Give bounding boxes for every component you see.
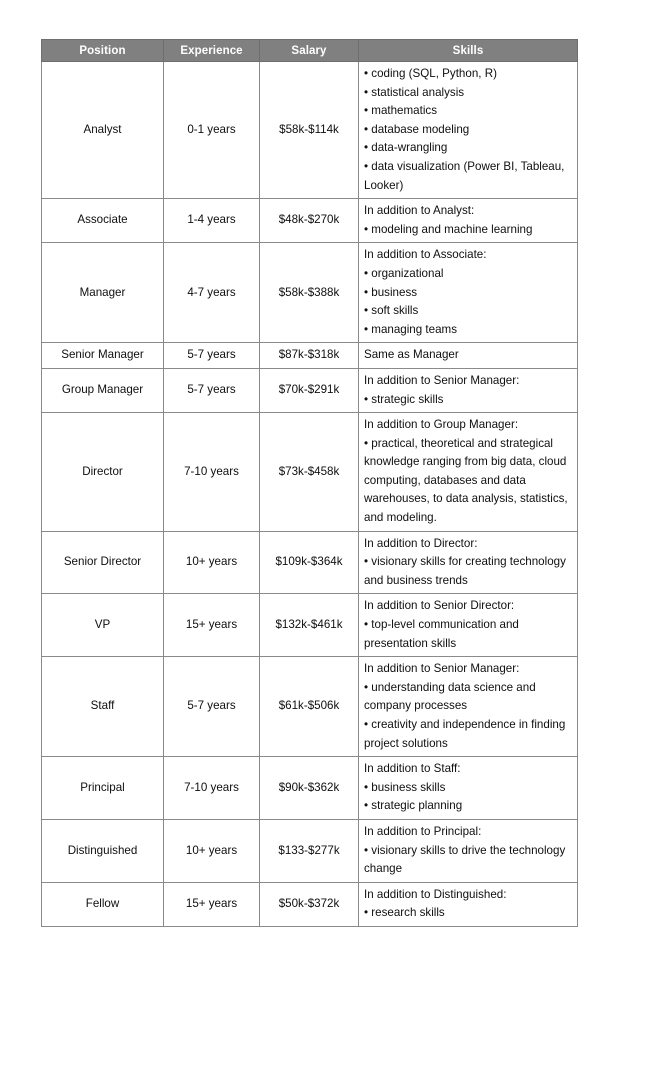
cell-salary: $61k-$506k bbox=[260, 657, 359, 757]
skill-line: • visionary skills to drive the technology change bbox=[364, 843, 566, 876]
cell-salary: $50k-$372k bbox=[260, 882, 359, 926]
cell-skills bbox=[359, 243, 578, 343]
table-row bbox=[42, 243, 578, 343]
cell-salary: $73k-$458k bbox=[260, 413, 359, 532]
table-header-row bbox=[42, 40, 578, 62]
cell-position: Senior Manager bbox=[42, 343, 164, 369]
cell-salary: $70k-$291k bbox=[260, 368, 359, 412]
cell-salary: $132k-$461k bbox=[260, 594, 359, 657]
cell-position: Director bbox=[42, 413, 164, 532]
skill-line: In addition to Director: bbox=[364, 536, 478, 550]
table-row bbox=[42, 368, 578, 412]
cell-salary: $58k-$114k bbox=[260, 62, 359, 199]
cell-position: Principal bbox=[42, 757, 164, 820]
cell-experience: 5-7 years bbox=[164, 657, 260, 757]
skill-line: • managing teams bbox=[364, 322, 457, 336]
skill-line: • visionary skills for creating technology and business trends bbox=[364, 555, 566, 587]
cell-position: Associate bbox=[42, 199, 164, 243]
skill-line: • mathematics bbox=[364, 104, 437, 118]
skill-line: In addition to Distinguished: bbox=[364, 887, 507, 901]
column-header-position: Position bbox=[42, 40, 164, 62]
cell-experience: 5-7 years bbox=[164, 343, 260, 369]
cell-position: Fellow bbox=[42, 882, 164, 926]
table-row bbox=[42, 757, 578, 820]
cell-salary: $58k-$388k bbox=[260, 243, 359, 343]
skill-line: In addition to Analyst: bbox=[364, 204, 475, 218]
skill-line: • strategic planning bbox=[364, 799, 463, 813]
cell-skills bbox=[359, 882, 578, 926]
skill-line: In addition to Group Manager: bbox=[364, 418, 519, 432]
skill-line: Same as Manager bbox=[364, 348, 459, 362]
table-row bbox=[42, 657, 578, 757]
skill-line: • statistical analysis bbox=[364, 85, 465, 99]
cell-experience: 7-10 years bbox=[164, 757, 260, 820]
cell-skills bbox=[359, 343, 578, 369]
cell-experience: 0-1 years bbox=[164, 62, 260, 199]
cell-skills bbox=[359, 199, 578, 243]
cell-salary: $109k-$364k bbox=[260, 531, 359, 594]
cell-skills bbox=[359, 594, 578, 657]
cell-experience: 15+ years bbox=[164, 594, 260, 657]
table-row bbox=[42, 882, 578, 926]
skill-line: • creativity and independence in finding project solutions bbox=[364, 718, 566, 750]
cell-experience: 5-7 years bbox=[164, 368, 260, 412]
skill-line: • practical, theoretical and strategical knowledge ranging from big data, cloud computing, databases and data warehouses, to data analysis, statistics, and modeling. bbox=[364, 436, 568, 525]
cell-experience: 7-10 years bbox=[164, 413, 260, 532]
skill-line: In addition to Staff: bbox=[364, 762, 461, 776]
skill-line: • soft skills bbox=[364, 304, 419, 318]
skill-line: In addition to Senior Director: bbox=[364, 599, 515, 613]
skill-line: In addition to Senior Manager: bbox=[364, 373, 520, 387]
cell-position: Analyst bbox=[42, 62, 164, 199]
column-header-skills: Skills bbox=[359, 40, 578, 62]
cell-salary: $133-$277k bbox=[260, 819, 359, 882]
table-header bbox=[42, 40, 578, 62]
cell-position: VP bbox=[42, 594, 164, 657]
cell-skills bbox=[359, 368, 578, 412]
cell-position: Senior Director bbox=[42, 531, 164, 594]
skill-line: • organizational bbox=[364, 266, 444, 280]
cell-experience: 1-4 years bbox=[164, 199, 260, 243]
skill-line: • business bbox=[364, 285, 418, 299]
cell-position: Staff bbox=[42, 657, 164, 757]
table-row bbox=[42, 62, 578, 199]
skill-line: In addition to Associate: bbox=[364, 248, 487, 262]
cell-salary: $90k-$362k bbox=[260, 757, 359, 820]
cell-experience: 10+ years bbox=[164, 531, 260, 594]
skill-line: • business skills bbox=[364, 780, 446, 794]
table-body bbox=[42, 62, 578, 927]
career-ladder-table-wrapper bbox=[41, 39, 577, 927]
table-row bbox=[42, 413, 578, 532]
cell-position: Manager bbox=[42, 243, 164, 343]
cell-salary: $48k-$270k bbox=[260, 199, 359, 243]
skill-line: • understanding data science and company processes bbox=[364, 680, 536, 713]
cell-skills bbox=[359, 757, 578, 820]
cell-salary: $87k-$318k bbox=[260, 343, 359, 369]
table-row bbox=[42, 199, 578, 243]
table-row bbox=[42, 531, 578, 594]
skill-line: • strategic skills bbox=[364, 392, 444, 406]
skill-line: In addition to Senior Manager: bbox=[364, 662, 520, 676]
cell-experience: 4-7 years bbox=[164, 243, 260, 343]
cell-skills bbox=[359, 819, 578, 882]
cell-position: Group Manager bbox=[42, 368, 164, 412]
skill-line: • modeling and machine learning bbox=[364, 222, 533, 236]
skill-line: • coding (SQL, Python, R) bbox=[364, 67, 497, 80]
cell-skills bbox=[359, 531, 578, 594]
career-ladder-table bbox=[41, 39, 578, 927]
cell-position: Distinguished bbox=[42, 819, 164, 882]
cell-skills bbox=[359, 413, 578, 532]
cell-experience: 10+ years bbox=[164, 819, 260, 882]
skill-line: • data visualization (Power BI, Tableau, Looker) bbox=[364, 159, 565, 192]
skill-line: • top-level communication and presentation skills bbox=[364, 618, 519, 650]
skill-line: • research skills bbox=[364, 906, 445, 920]
cell-skills bbox=[359, 657, 578, 757]
skill-line: In addition to Principal: bbox=[364, 824, 482, 838]
table-row bbox=[42, 343, 578, 369]
skill-line: • database modeling bbox=[364, 122, 470, 136]
table-row bbox=[42, 819, 578, 882]
table-row bbox=[42, 594, 578, 657]
column-header-salary: Salary bbox=[260, 40, 359, 62]
skill-line: • data-wrangling bbox=[364, 141, 448, 155]
cell-skills bbox=[359, 62, 578, 199]
cell-experience: 15+ years bbox=[164, 882, 260, 926]
column-header-experience: Experience bbox=[164, 40, 260, 62]
